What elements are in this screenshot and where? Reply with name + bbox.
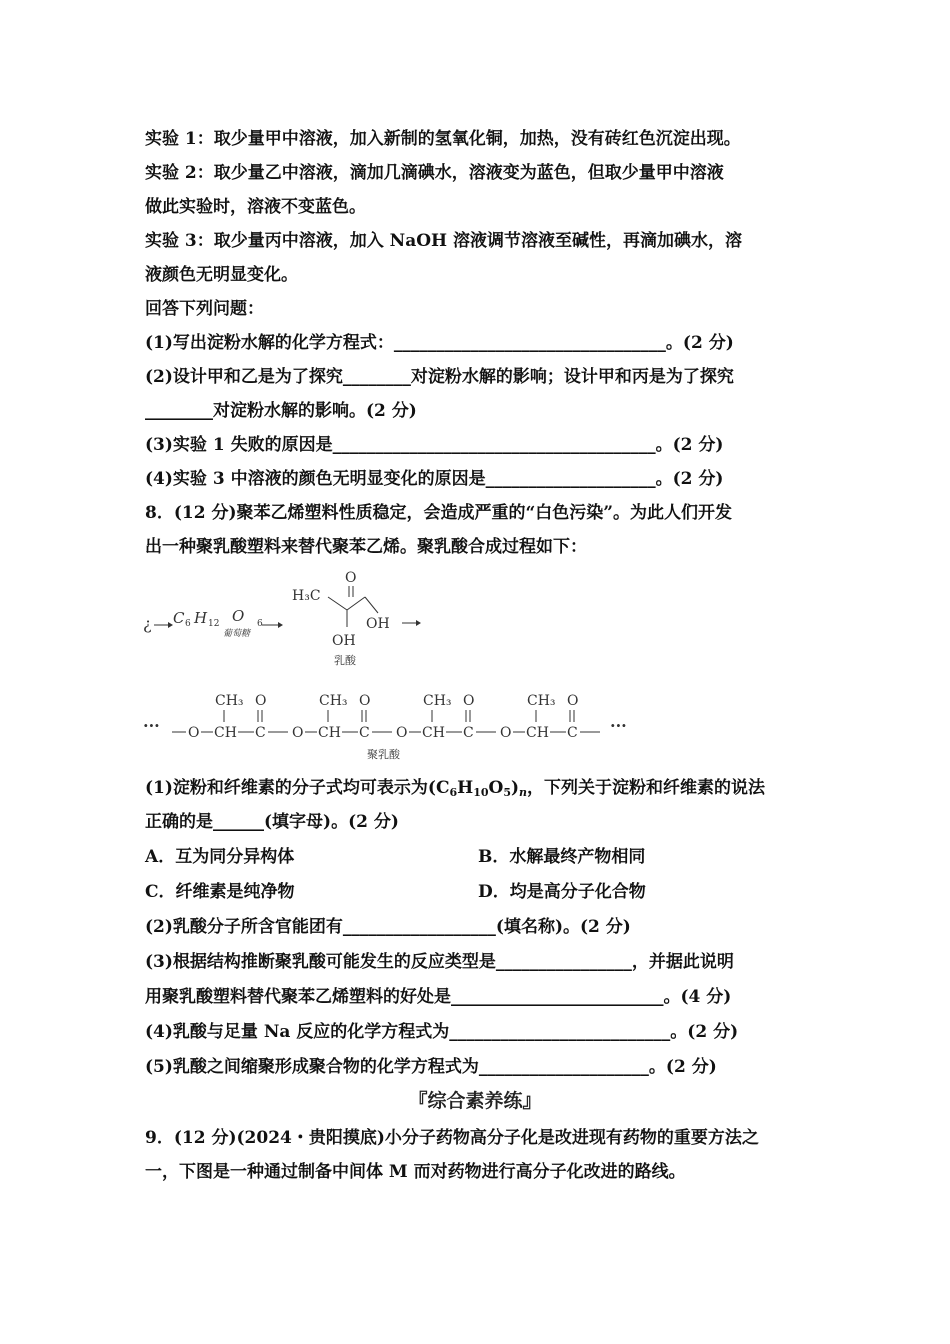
exp3-line: 实验 3：取少量丙中溶液，加入 NaOH 溶液调节溶液至碱性，再滴加碘水，溶 (145, 231, 743, 251)
poly-ch: CH (214, 725, 237, 741)
glucose-c: C (173, 609, 185, 627)
question-8-1-cont: 正确的是______(填字母)。(2 分) (145, 812, 399, 832)
polylactic-acid-structure (140, 686, 640, 764)
option-c: C．纤维素是纯净物 (145, 882, 295, 902)
question-8-3: (3)根据结构推断聚乳酸可能发生的反应类型是________________，并据此说明 (145, 952, 734, 972)
poly-ester-o: O (188, 725, 200, 741)
option-b: B．水解最终产物相同 (478, 847, 646, 867)
exp2-line-cont: 做此实验时，溶液不变蓝色。 (145, 197, 366, 217)
glucose-h-sub: 12 (208, 619, 220, 629)
glucose-o: O (232, 607, 245, 625)
question-8-5: (5)乳酸之间缩聚形成聚合物的化学方程式为____________________。(2 分) (145, 1057, 717, 1077)
lactic-h3c: H₃C (292, 588, 321, 604)
poly-carbonyl-o: O (463, 693, 475, 709)
glucose-o-sub: 6 (257, 619, 263, 629)
question-7-2-cont: ________对淀粉水解的影响。(2 分) (145, 401, 417, 421)
question-9-stem-cont: 一，下图是一种通过制备中间体 M 而对药物进行高分子化改进的路线。 (145, 1162, 686, 1182)
glucose-c-sub: 6 (185, 619, 191, 629)
poly-ester-o: O (292, 725, 304, 741)
poly-carbonyl-o: O (255, 693, 267, 709)
poly-ch3: CH₃ (527, 693, 556, 709)
section-heading: 『综合素养练』 (408, 1090, 542, 1112)
question-8-stem-cont: 出一种聚乳酸塑料来替代聚苯乙烯。聚乳酸合成过程如下： (145, 537, 587, 557)
glucose-h: H (194, 609, 208, 627)
exp3-line-cont: 液颜色无明显变化。 (145, 265, 298, 285)
poly-ellipsis-left: ··· (143, 716, 160, 735)
q1-sub-6: 6 (449, 786, 458, 799)
question-8-stem: 8．(12 分)聚苯乙烯塑料性质稳定，会造成严重的“白色污染”。为此人们开发 (145, 503, 733, 523)
poly-carbonyl-o: O (567, 693, 579, 709)
option-d: D．均是高分子化合物 (478, 882, 646, 902)
q1-sub-n: n (519, 786, 528, 799)
q1-prefix: (1)淀粉和纤维素的分子式均可表示为(C (145, 778, 450, 798)
question-7-2: (2)设计甲和乙是为了探究________对淀粉水解的影响；设计甲和丙是为了探究 (145, 367, 734, 387)
poly-label: 聚乳酸 (367, 748, 400, 761)
poly-ch3: CH₃ (215, 693, 244, 709)
question-8-2: (2)乳酸分子所含官能团有__________________(填名称)。(2 分) (145, 917, 631, 937)
exp1-line: 实验 1：取少量甲中溶液，加入新制的氢氧化铜，加热，没有砖红色沉淀出现。 (145, 129, 741, 149)
question-7-3: (3)实验 1 失败的原因是______________________________________。(2 分) (145, 435, 724, 455)
poly-ch3: CH₃ (319, 693, 348, 709)
poly-ester-o: O (396, 725, 408, 741)
question-8-4: (4)乳酸与足量 Na 反应的化学方程式为__________________________。(2 分) (145, 1022, 739, 1042)
poly-carbonyl-c: C (567, 725, 578, 741)
synthesis-scheme (140, 565, 440, 670)
lactic-o: O (345, 570, 357, 586)
q1-o: O (488, 778, 504, 798)
poly-ester-o: O (500, 725, 512, 741)
question-8-3-cont: 用聚乳酸塑料替代聚苯乙烯塑料的好处是_________________________。(4 分) (145, 987, 732, 1007)
glucose-label: 葡萄糖 (223, 629, 251, 639)
poly-carbonyl-o: O (359, 693, 371, 709)
question-7-4: (4)实验 3 中溶液的颜色无明显变化的原因是____________________。(2 分) (145, 469, 724, 489)
lactic-label: 乳酸 (334, 654, 356, 667)
exp2-line: 实验 2：取少量乙中溶液，滴加几滴碘水，溶液变为蓝色，但取少量甲中溶液 (145, 163, 724, 183)
q1-suffix: ，下列关于淀粉和纤维素的说法 (527, 778, 766, 798)
start-glyph: ¿ (143, 614, 152, 633)
poly-carbonyl-c: C (255, 725, 266, 741)
poly-ch3: CH₃ (423, 693, 452, 709)
question-9-stem: 9．(12 分)(2024・贵阳摸底)小分子药物高分子化是改进现有药物的重要方法之 (145, 1128, 759, 1148)
answer-prompt: 回答下列问题： (145, 299, 264, 319)
q1-h: H (457, 778, 474, 798)
poly-ch: CH (318, 725, 341, 741)
q1-close: ) (511, 778, 520, 798)
question-7-1: (1)写出淀粉水解的化学方程式：________________________________。(2 分) (145, 333, 734, 353)
poly-ch: CH (526, 725, 549, 741)
poly-carbonyl-c: C (463, 725, 474, 741)
q1-sub-10: 10 (473, 786, 489, 799)
option-a: A．互为同分异构体 (145, 847, 295, 867)
poly-ellipsis-right: ··· (610, 716, 627, 735)
poly-ch: CH (422, 725, 445, 741)
poly-carbonyl-c: C (359, 725, 370, 741)
question-8-1 (145, 777, 765, 804)
lactic-oh-bottom: OH (332, 633, 356, 649)
lactic-oh-right: OH (366, 616, 390, 632)
q1-sub-5: 5 (503, 786, 511, 799)
